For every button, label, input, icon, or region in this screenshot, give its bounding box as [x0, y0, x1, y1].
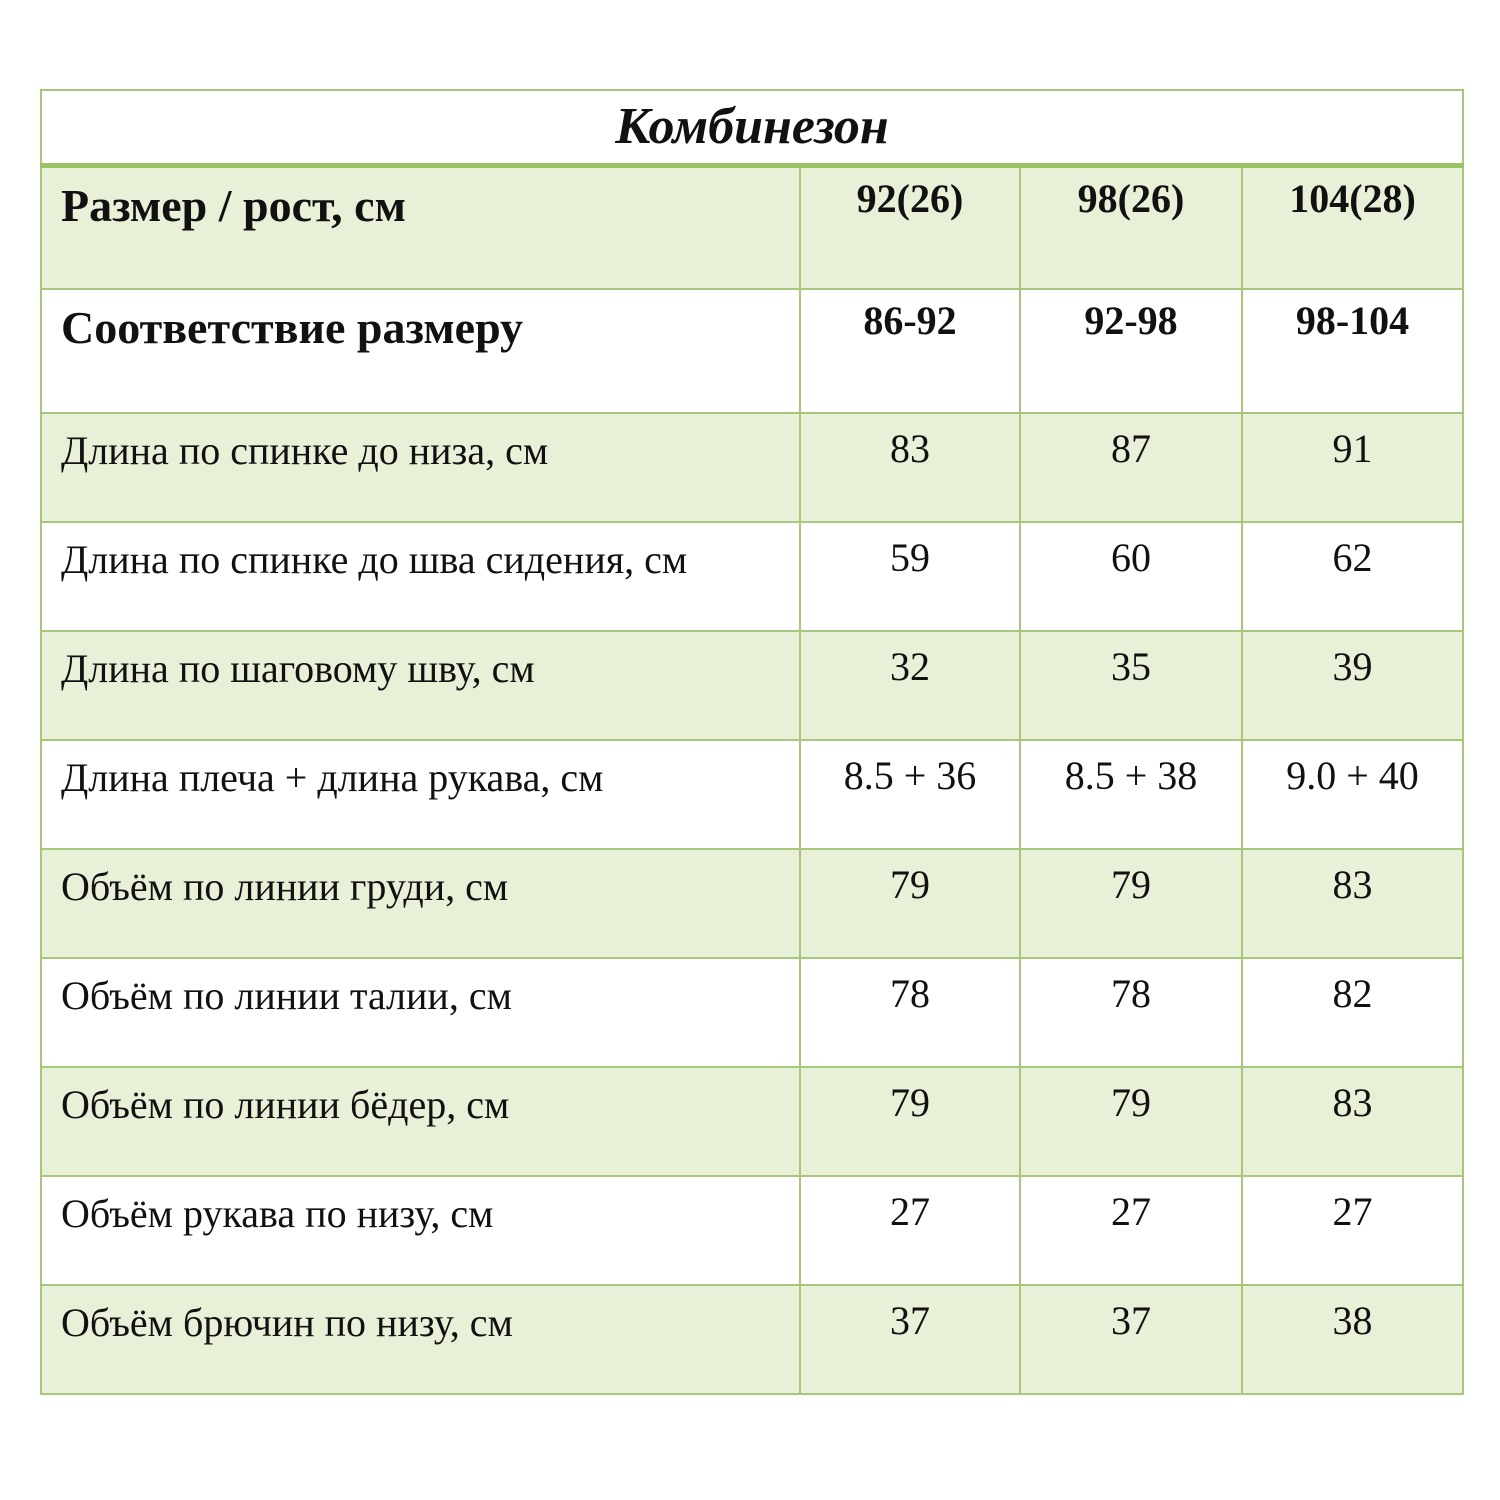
title-row: [41, 90, 1463, 165]
row-value: 59: [800, 522, 1020, 631]
row-value: 27: [800, 1176, 1020, 1285]
table-row: [41, 958, 1463, 1067]
table-row: [41, 522, 1463, 631]
table-row: [41, 413, 1463, 522]
table-title: Комбинезон: [41, 90, 1463, 165]
table-row: [41, 1067, 1463, 1176]
table-row: [41, 1176, 1463, 1285]
row-value: 79: [1020, 849, 1242, 958]
row-value: 79: [800, 849, 1020, 958]
row-value: 78: [1020, 958, 1242, 1067]
row-value: 83: [1242, 849, 1463, 958]
row-value: 9.0 + 40: [1242, 740, 1463, 849]
row-value: 37: [800, 1285, 1020, 1394]
row-label: Объём по линии талии, см: [41, 958, 800, 1067]
row-value: 79: [1020, 1067, 1242, 1176]
row-value: 91: [1242, 413, 1463, 522]
row-value: 8.5 + 36: [800, 740, 1020, 849]
size-header: 98(26): [1020, 165, 1242, 289]
row-label: Длина плеча + длина рукава, см: [41, 740, 800, 849]
row-label: Объём по линии груди, см: [41, 849, 800, 958]
row-value: 27: [1242, 1176, 1463, 1285]
row-value: 87: [1020, 413, 1242, 522]
table-row: [41, 740, 1463, 849]
row-value: 39: [1242, 631, 1463, 740]
row-value: 78: [800, 958, 1020, 1067]
row-label: Объём брючин по низу, см: [41, 1285, 800, 1394]
row-value: 37: [1020, 1285, 1242, 1394]
row-value: 82: [1242, 958, 1463, 1067]
row-value: 27: [1020, 1176, 1242, 1285]
correspondence-value: 86-92: [800, 289, 1020, 413]
row-value: 62: [1242, 522, 1463, 631]
row-value: 8.5 + 38: [1020, 740, 1242, 849]
table-row: [41, 849, 1463, 958]
row-label: Длина по спинке до низа, см: [41, 413, 800, 522]
row-value: 32: [800, 631, 1020, 740]
row-value: 35: [1020, 631, 1242, 740]
header-row: [41, 165, 1463, 289]
row-value: 38: [1242, 1285, 1463, 1394]
row-value: 79: [800, 1067, 1020, 1176]
row-value: 60: [1020, 522, 1242, 631]
header-label: Размер / рост, см: [41, 165, 800, 289]
table-row: [41, 631, 1463, 740]
size-table: [40, 89, 1464, 1395]
row-value: 83: [1242, 1067, 1463, 1176]
correspondence-value: 98-104: [1242, 289, 1463, 413]
row-label: Длина по шаговому шву, см: [41, 631, 800, 740]
table-row: [41, 1285, 1463, 1394]
correspondence-value: 92-98: [1020, 289, 1242, 413]
row-label: Длина по спинке до шва сидения, см: [41, 522, 800, 631]
size-header: 92(26): [800, 165, 1020, 289]
correspondence-label: Соответствие размеру: [41, 289, 800, 413]
row-label: Объём рукава по низу, см: [41, 1176, 800, 1285]
row-label: Объём по линии бёдер, см: [41, 1067, 800, 1176]
size-header: 104(28): [1242, 165, 1463, 289]
correspondence-row: [41, 289, 1463, 413]
row-value: 83: [800, 413, 1020, 522]
